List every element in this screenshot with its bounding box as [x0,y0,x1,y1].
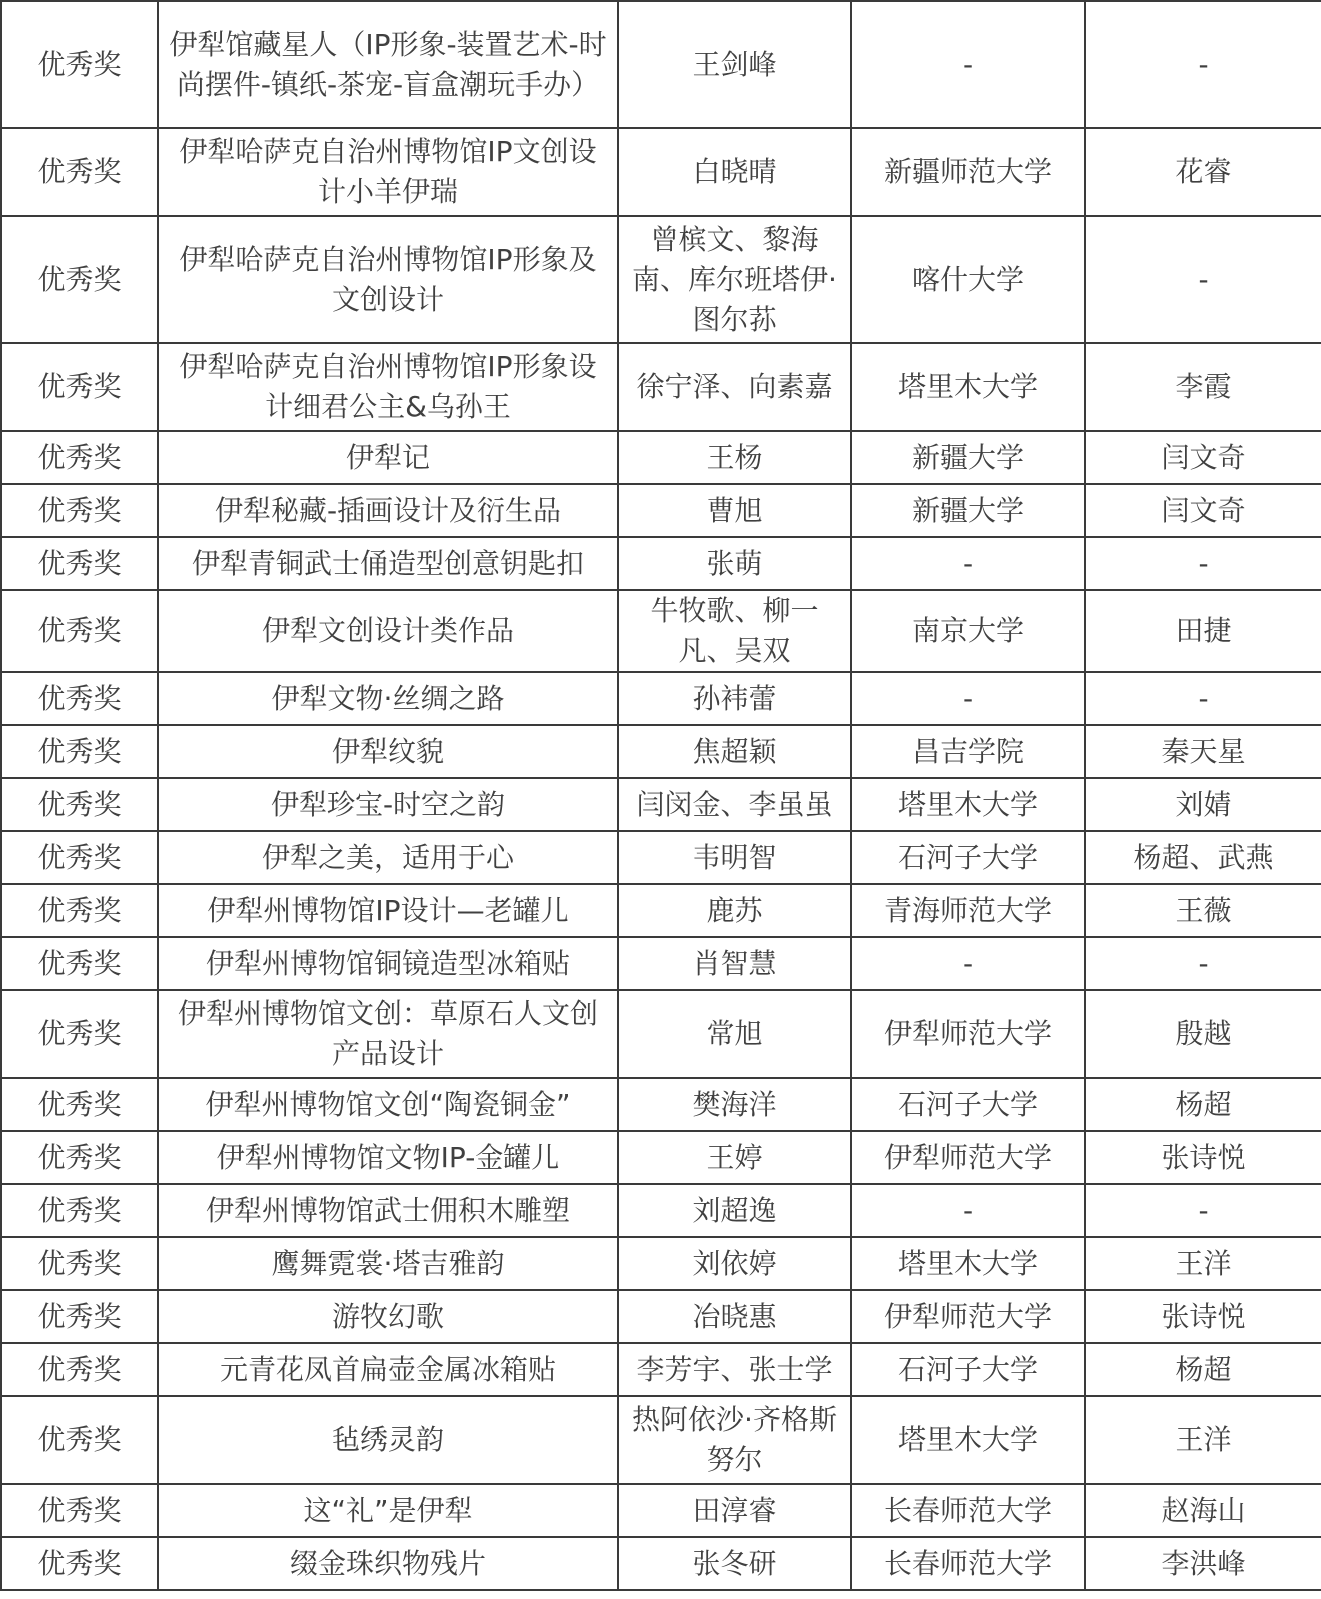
table-row [1,1131,1321,1184]
advisor-cell: 张诗悦 [1085,1290,1321,1343]
school-cell: - [851,1184,1085,1237]
author-cell: 田淳睿 [618,1484,851,1537]
advisor-cell: - [1085,1184,1321,1237]
school-cell: - [851,537,1085,590]
table-row [1,1237,1321,1290]
table-row [1,1290,1321,1343]
advisor-cell: 赵海山 [1085,1484,1321,1537]
advisor-cell: - [1085,1,1321,128]
award-cell: 优秀奖 [1,884,158,937]
work-title-cell: 鹰舞霓裳·塔吉雅韵 [158,1237,618,1290]
author-cell: 牛牧歌、柳一凡、吴双 [618,590,851,672]
advisor-cell: 刘婧 [1085,778,1321,831]
advisor-cell: 闫文奇 [1085,484,1321,537]
table-row [1,590,1321,672]
table-row [1,484,1321,537]
work-title-cell: 毡绣灵韵 [158,1396,618,1484]
advisor-cell: 张诗悦 [1085,1131,1321,1184]
school-cell: 南京大学 [851,590,1085,672]
advisor-cell: 李霞 [1085,343,1321,431]
award-cell: 优秀奖 [1,831,158,884]
table-row [1,937,1321,990]
author-cell: 白晓晴 [618,128,851,216]
award-cell: 优秀奖 [1,1396,158,1484]
table-row [1,672,1321,725]
work-title-cell: 伊犁州博物馆IP设计—老罐儿 [158,884,618,937]
work-title-cell: 元青花凤首扁壶金属冰箱贴 [158,1343,618,1396]
work-title-cell: 这“礼”是伊犁 [158,1484,618,1537]
author-cell: 徐宁泽、向素嘉 [618,343,851,431]
award-cell: 优秀奖 [1,1290,158,1343]
table-row [1,1537,1321,1590]
award-cell: 优秀奖 [1,937,158,990]
advisor-cell: 殷越 [1085,990,1321,1078]
work-title-cell: 伊犁州博物馆文物IP-金罐儿 [158,1131,618,1184]
advisor-cell: 杨超 [1085,1343,1321,1396]
school-cell: 新疆师范大学 [851,128,1085,216]
school-cell: 伊犁师范大学 [851,990,1085,1078]
work-title-cell: 伊犁哈萨克自治州博物馆IP文创设计小羊伊瑞 [158,128,618,216]
table-row [1,431,1321,484]
author-cell: 王剑峰 [618,1,851,128]
award-cell: 优秀奖 [1,343,158,431]
table-row [1,537,1321,590]
award-cell: 优秀奖 [1,1484,158,1537]
author-cell: 闫闵金、李虽虽 [618,778,851,831]
work-title-cell: 伊犁馆藏星人（IP形象-装置艺术-时尚摆件-镇纸-茶宠-盲盒潮玩手办） [158,1,618,128]
advisor-cell: 闫文奇 [1085,431,1321,484]
award-cell: 优秀奖 [1,1131,158,1184]
author-cell: 焦超颖 [618,725,851,778]
work-title-cell: 伊犁州博物馆武士佣积木雕塑 [158,1184,618,1237]
school-cell: - [851,937,1085,990]
author-cell: 李芳宇、张士学 [618,1343,851,1396]
work-title-cell: 伊犁青铜武士俑造型创意钥匙扣 [158,537,618,590]
school-cell: 塔里木大学 [851,1237,1085,1290]
award-cell: 优秀奖 [1,484,158,537]
school-cell: 石河子大学 [851,1078,1085,1131]
author-cell: 热阿依沙·齐格斯努尔 [618,1396,851,1484]
award-cell: 优秀奖 [1,431,158,484]
author-cell: 刘依婷 [618,1237,851,1290]
award-cell: 优秀奖 [1,590,158,672]
author-cell: 王婷 [618,1131,851,1184]
table-row [1,990,1321,1078]
award-cell: 优秀奖 [1,537,158,590]
work-title-cell: 伊犁哈萨克自治州博物馆IP形象及文创设计 [158,216,618,343]
award-cell: 优秀奖 [1,1,158,128]
award-cell: 优秀奖 [1,1237,158,1290]
table-row [1,778,1321,831]
advisor-cell: - [1085,672,1321,725]
advisor-cell: 李洪峰 [1085,1537,1321,1590]
table-row [1,831,1321,884]
award-cell: 优秀奖 [1,990,158,1078]
author-cell: 曾槟文、黎海南、库尔班塔伊·图尔荪 [618,216,851,343]
school-cell: - [851,672,1085,725]
author-cell: 常旭 [618,990,851,1078]
school-cell: 喀什大学 [851,216,1085,343]
school-cell: 塔里木大学 [851,343,1085,431]
advisor-cell: 杨超、武燕 [1085,831,1321,884]
school-cell: 新疆大学 [851,484,1085,537]
author-cell: 刘超逸 [618,1184,851,1237]
table-row [1,128,1321,216]
author-cell: 孙袆蕾 [618,672,851,725]
award-cell: 优秀奖 [1,1343,158,1396]
school-cell: 伊犁师范大学 [851,1290,1085,1343]
award-cell: 优秀奖 [1,1078,158,1131]
advisor-cell: 杨超 [1085,1078,1321,1131]
advisor-cell: - [1085,937,1321,990]
table-row [1,884,1321,937]
advisor-cell: - [1085,537,1321,590]
school-cell: 青海师范大学 [851,884,1085,937]
table-row [1,1,1321,128]
table-row [1,216,1321,343]
table-row [1,1078,1321,1131]
award-cell: 优秀奖 [1,1184,158,1237]
author-cell: 韦明智 [618,831,851,884]
table-row [1,1484,1321,1537]
table-row [1,1396,1321,1484]
school-cell: 长春师范大学 [851,1484,1085,1537]
award-cell: 优秀奖 [1,672,158,725]
advisor-cell: - [1085,216,1321,343]
school-cell: - [851,1,1085,128]
work-title-cell: 伊犁州博物馆文创“陶瓷铜金” [158,1078,618,1131]
advisor-cell: 秦天星 [1085,725,1321,778]
school-cell: 昌吉学院 [851,725,1085,778]
work-title-cell: 伊犁珍宝-时空之韵 [158,778,618,831]
table-row [1,343,1321,431]
award-cell: 优秀奖 [1,1537,158,1590]
award-cell: 优秀奖 [1,778,158,831]
work-title-cell: 伊犁哈萨克自治州博物馆IP形象设计细君公主&乌孙王 [158,343,618,431]
advisor-cell: 王洋 [1085,1396,1321,1484]
school-cell: 新疆大学 [851,431,1085,484]
author-cell: 冶晓惠 [618,1290,851,1343]
author-cell: 张冬研 [618,1537,851,1590]
work-title-cell: 伊犁文创设计类作品 [158,590,618,672]
advisor-cell: 王薇 [1085,884,1321,937]
work-title-cell: 伊犁之美，适用于心 [158,831,618,884]
award-cell: 优秀奖 [1,128,158,216]
advisor-cell: 花睿 [1085,128,1321,216]
awards-table-body [1,1,1321,1590]
table-row [1,725,1321,778]
table-row [1,1343,1321,1396]
work-title-cell: 伊犁文物·丝绸之路 [158,672,618,725]
school-cell: 长春师范大学 [851,1537,1085,1590]
work-title-cell: 伊犁纹貌 [158,725,618,778]
award-cell: 优秀奖 [1,216,158,343]
school-cell: 石河子大学 [851,1343,1085,1396]
author-cell: 肖智慧 [618,937,851,990]
table-row [1,1184,1321,1237]
school-cell: 塔里木大学 [851,1396,1085,1484]
work-title-cell: 伊犁记 [158,431,618,484]
work-title-cell: 伊犁州博物馆文创：草原石人文创产品设计 [158,990,618,1078]
school-cell: 石河子大学 [851,831,1085,884]
work-title-cell: 伊犁秘藏-插画设计及衍生品 [158,484,618,537]
author-cell: 鹿苏 [618,884,851,937]
author-cell: 曹旭 [618,484,851,537]
author-cell: 王杨 [618,431,851,484]
advisor-cell: 王洋 [1085,1237,1321,1290]
school-cell: 伊犁师范大学 [851,1131,1085,1184]
author-cell: 樊海洋 [618,1078,851,1131]
work-title-cell: 游牧幻歌 [158,1290,618,1343]
award-cell: 优秀奖 [1,725,158,778]
school-cell: 塔里木大学 [851,778,1085,831]
work-title-cell: 伊犁州博物馆铜镜造型冰箱贴 [158,937,618,990]
work-title-cell: 缀金珠织物残片 [158,1537,618,1590]
advisor-cell: 田捷 [1085,590,1321,672]
author-cell: 张萌 [618,537,851,590]
